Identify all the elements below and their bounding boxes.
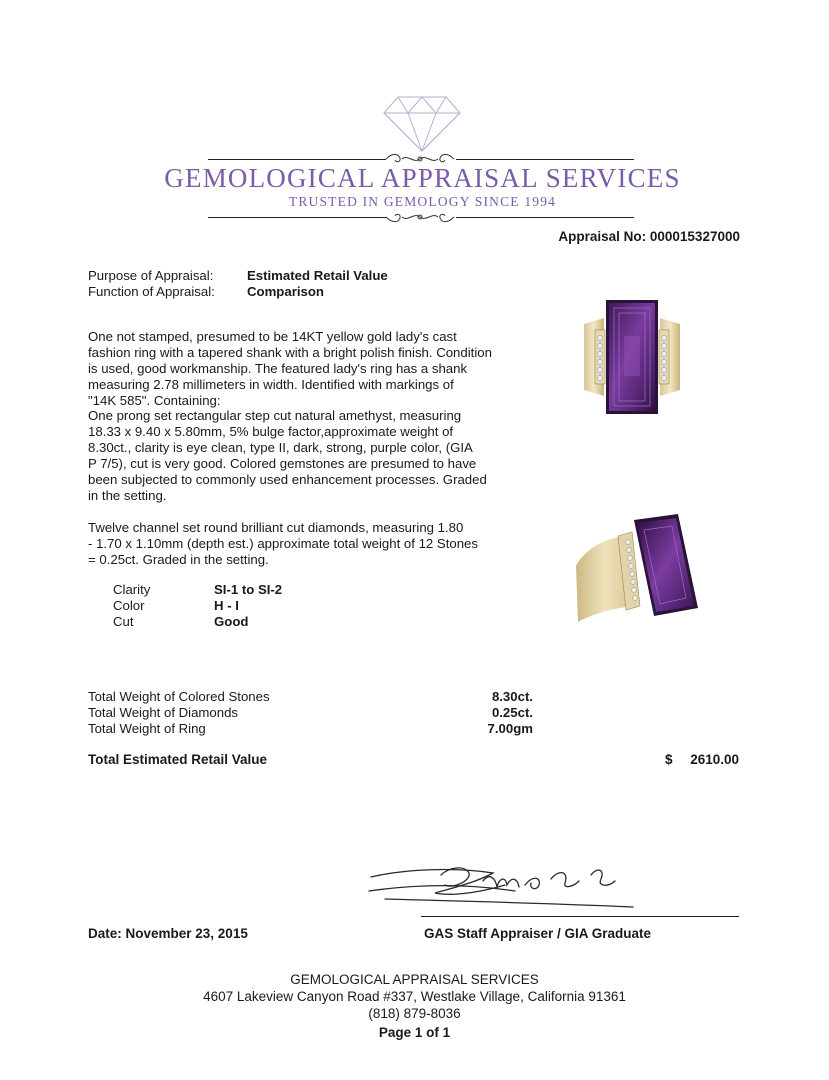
signature-line: [421, 916, 739, 917]
description-line: fashion ring with a tapered shank with a bright polish finish. Condition: [88, 345, 492, 360]
ring-photo-front: [582, 296, 682, 423]
ring-description: [88, 329, 510, 409]
ring-photo-side: [574, 510, 702, 631]
function-value: Comparison: [247, 284, 324, 299]
total-value-diamonds: 0.25ct.: [491, 705, 533, 720]
grade-value-cut: Good: [214, 614, 249, 629]
diamond-icon: [382, 95, 462, 158]
description-line: P 7/5), cut is very good. Colored gemstones are presumed to have: [88, 456, 477, 471]
grade-value-clarity: SI-1 to SI-2: [214, 582, 283, 597]
total-value-ring: 7.00gm: [487, 721, 533, 736]
description-line: "14K 585". Containing:: [88, 393, 221, 408]
header-rule: [208, 217, 386, 218]
purpose-value: Estimated Retail Value: [247, 268, 388, 283]
appraiser-signature: [365, 855, 635, 922]
grand-total-currency: $: [665, 752, 673, 767]
scroll-ornament-icon: [384, 210, 456, 224]
diamonds-description: [88, 520, 510, 568]
company-name: GEMOLOGICAL APPRAISAL SERVICES: [164, 163, 681, 193]
page-number: Page 1 of 1: [378, 1025, 451, 1040]
grade-value-color: H - I: [214, 598, 239, 613]
description-line: in the setting.: [88, 488, 167, 503]
amethyst-description: [88, 408, 510, 504]
header-rule: [456, 217, 634, 218]
footer-phone: (818) 879-8036: [368, 1006, 461, 1021]
appraisal-date: Date: November 23, 2015: [88, 926, 248, 941]
grade-label-color: Color: [113, 598, 145, 613]
grade-label-cut: Cut: [113, 614, 134, 629]
header-rule: [208, 159, 386, 160]
appraiser-title: GAS Staff Appraiser / GIA Graduate: [424, 926, 652, 941]
description-line: been subjected to commonly used enhancement processes. Graded: [88, 472, 487, 487]
footer-company: GEMOLOGICAL APPRAISAL SERVICES: [290, 972, 539, 987]
footer-address: 4607 Lakeview Canyon Road #337, Westlake Village, California 91361: [203, 989, 626, 1004]
grand-total-value: 2610.00: [690, 752, 739, 767]
description-line: measuring 2.78 millimeters in width. Identified with markings of: [88, 377, 454, 392]
function-label: Function of Appraisal:: [88, 284, 215, 299]
description-line: 8.30ct., clarity is eye clean, type II, dark, strong, purple color, (GIA: [88, 440, 473, 455]
description-line: = 0.25ct. Graded in the setting.: [88, 552, 269, 567]
appraisal-number: Appraisal No: 000015327000: [558, 229, 740, 244]
description-line: is used, good workmanship. The featured lady's ring has a shank: [88, 361, 468, 376]
company-tagline: TRUSTED IN GEMOLOGY SINCE 1994: [288, 194, 557, 209]
purpose-label: Purpose of Appraisal:: [88, 268, 214, 283]
description-line: One not stamped, presumed to be 14KT yellow gold lady's cast: [88, 329, 457, 344]
total-value-colored-stones: 8.30ct.: [491, 689, 533, 704]
header-rule: [456, 159, 634, 160]
description-line: 18.33 x 9.40 x 5.80mm, 5% bulge factor,approximate weight of: [88, 424, 454, 439]
description-line: One prong set rectangular step cut natural amethyst, measuring: [88, 408, 462, 423]
grade-label-clarity: Clarity: [113, 582, 151, 597]
total-label-colored-stones: Total Weight of Colored Stones: [88, 689, 270, 704]
total-label-ring: Total Weight of Ring: [88, 721, 206, 736]
total-label-diamonds: Total Weight of Diamonds: [88, 705, 239, 720]
description-line: - 1.70 x 1.10mm (depth est.) approximate total weight of 12 Stones: [88, 536, 478, 551]
grand-total-label: Total Estimated Retail Value: [88, 752, 268, 767]
description-line: Twelve channel set round brilliant cut diamonds, measuring 1.80: [88, 520, 464, 535]
